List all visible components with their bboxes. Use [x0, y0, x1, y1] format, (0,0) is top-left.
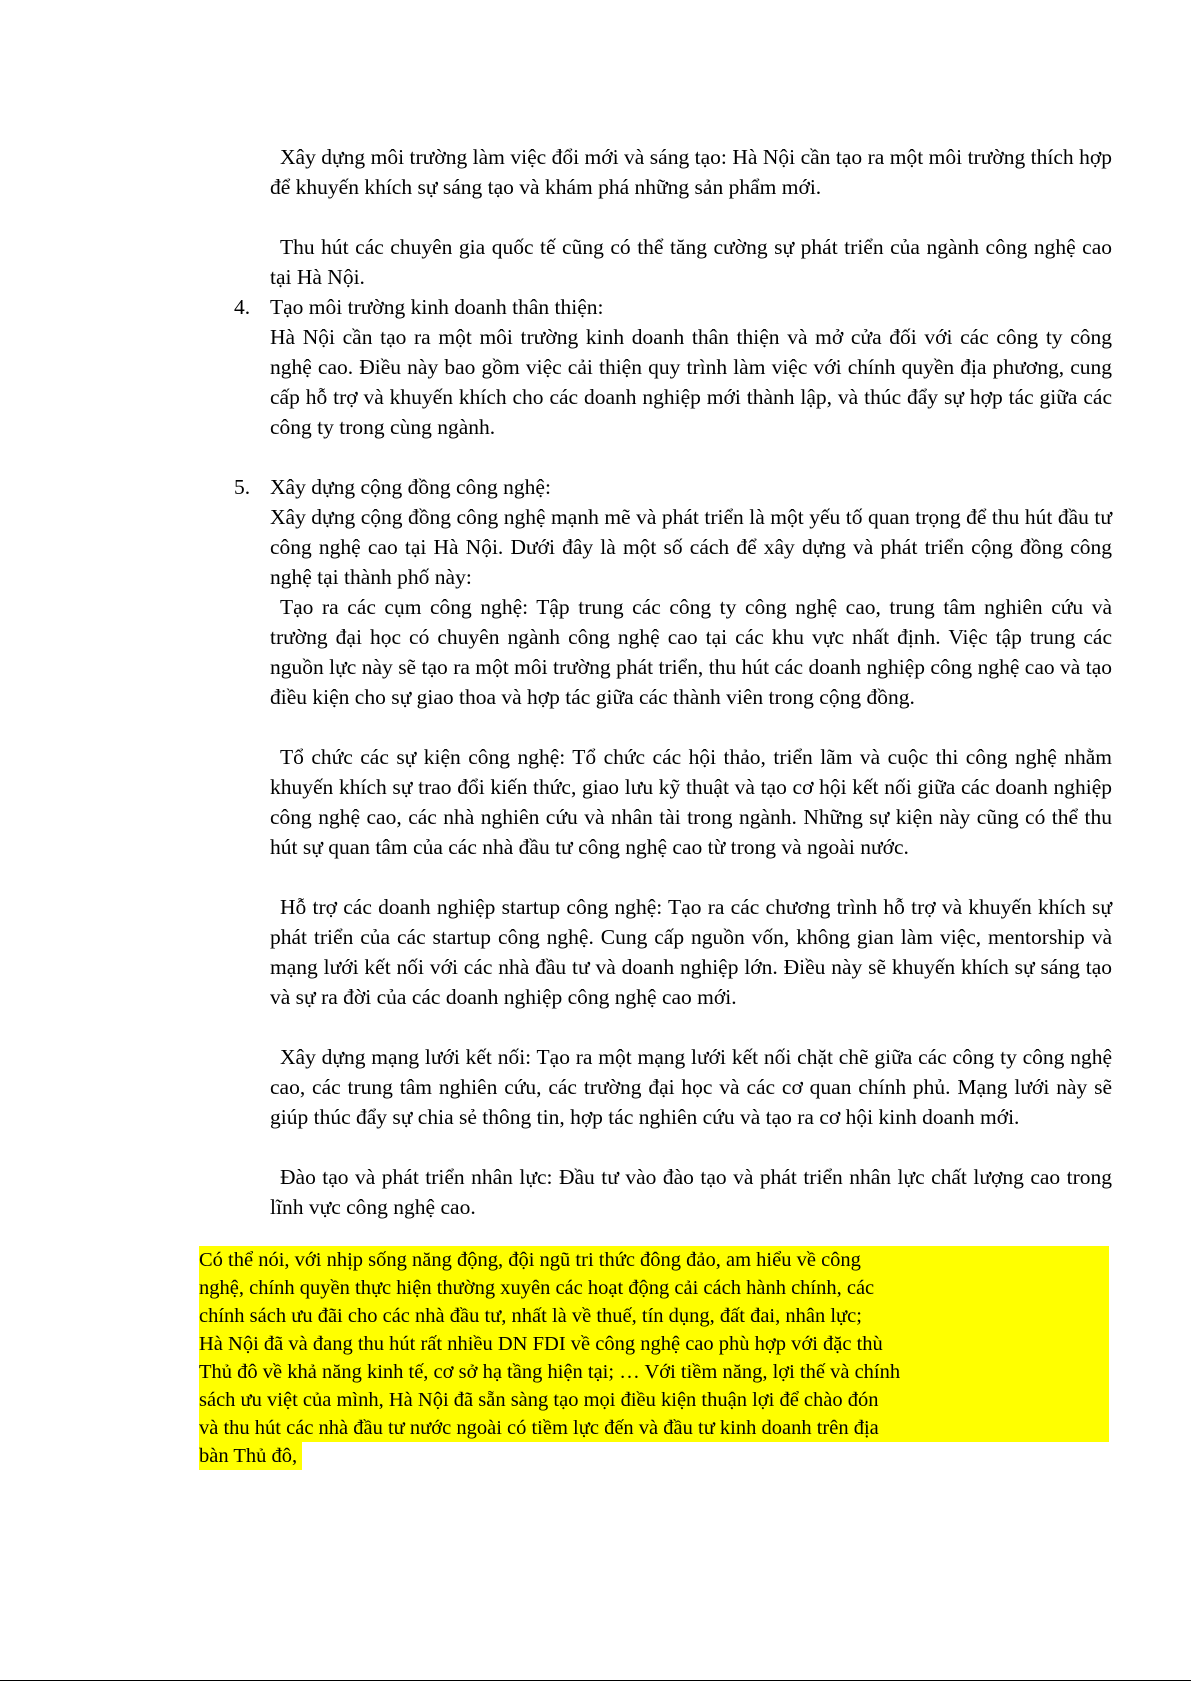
bullet-paragraph: Tạo ra các cụm công nghệ: Tập trung các công ty công nghệ cao, trung tâm nghiên cứu và trường đại học có chuyên ngành công nghệ cao tại các khu vực nhất định. Việc tập trung các nguồn lực này sẽ tạo ra một môi trường phát triển, thu hút các doanh nghiệp công nghệ cao và tạo điều kiện cho sự giao thoa và hợp tác giữa các thành viên trong cộng đồng.: [270, 595, 1112, 709]
highlight-line: sách ưu việt của mình, Hà Nội đã sẵn sàng tạo mọi điều kiện thuận lợi để chào đón: [199, 1389, 879, 1411]
highlight-line: chính sách ưu đãi cho các nhà đầu tư, nhất là về thuế, tín dụng, đất đai, nhân lực;: [199, 1305, 862, 1327]
highlight-line: Hà Nội đã và đang thu hút rất nhiều DN FDI về công nghệ cao phù hợp với đặc thù: [199, 1333, 883, 1355]
section-paragraph: Hà Nội cần tạo ra một môi trường kinh doanh thân thiện và mở cửa đối với các công ty công nghệ cao. Điều này bao gồm việc cải thiện quy trình làm việc với chính quyền địa phương, cung cấp hỗ trợ và khuyến khích cho các doanh nghiệp mới thành lập, và thúc đẩy sự hợp tác giữa các công ty trong cùng ngành.: [270, 325, 1112, 439]
highlight-line: nghệ, chính quyền thực hiện thường xuyên các hoạt động cải cách hành chính, các: [199, 1277, 875, 1299]
highlighted-paragraph: [199, 1246, 1109, 1442]
page-bottom-rule: [0, 1680, 1191, 1681]
highlight-last-line: bàn Thủ đô,: [199, 1442, 302, 1470]
highlight-line: Có thể nói, với nhịp sống năng động, đội ngũ tri thức đông đảo, am hiểu về công: [199, 1249, 861, 1271]
list-number: 5.: [234, 475, 251, 499]
highlight-line: và thu hút các nhà đầu tư nước ngoài có tiềm lực đến và đầu tư kinh doanh trên địa: [199, 1417, 879, 1439]
bullet-paragraph: Hỗ trợ các doanh nghiệp startup công nghệ: Tạo ra các chương trình hỗ trợ và khuyến khích sự phát triển của các startup công nghệ. Cung cấp nguồn vốn, không gian làm việc, mentorship và mạng lưới kết nối với các nhà đầu tư và doanh nghiệp lớn. Điều này sẽ khuyến khích sự sáng tạo và sự ra đời của các doanh nghiệp công nghệ cao mới.: [270, 895, 1112, 1009]
list-number: 4.: [234, 295, 251, 319]
bullet-paragraph: Đào tạo và phát triển nhân lực: Đầu tư vào đào tạo và phát triển nhân lực chất lượng cao trong lĩnh vực công nghệ cao.: [270, 1165, 1112, 1219]
section-paragraph: Xây dựng cộng đồng công nghệ mạnh mẽ và phát triển là một yếu tố quan trọng để thu hút đầu tư công nghệ cao tại Hà Nội. Dưới đây là một số cách để xây dựng và phát triển cộng đồng công nghệ tại thành phố này:: [270, 505, 1112, 589]
bullet-paragraph: Thu hút các chuyên gia quốc tế cũng có thể tăng cường sự phát triển của ngành công nghệ cao tại Hà Nội.: [270, 235, 1112, 289]
bullet-paragraph: Xây dựng mạng lưới kết nối: Tạo ra một mạng lưới kết nối chặt chẽ giữa các công ty công nghệ cao, các trung tâm nghiên cứu, các trường đại học và các cơ quan chính phủ. Mạng lưới này sẽ giúp thúc đẩy sự chia sẻ thông tin, hợp tác nghiên cứu và tạo ra cơ hội kinh doanh mới.: [270, 1045, 1112, 1129]
bullet-paragraph: Xây dựng môi trường làm việc đổi mới và sáng tạo: Hà Nội cần tạo ra một môi trường thích hợp để khuyến khích sự sáng tạo và khám phá những sản phẩm mới.: [270, 145, 1112, 199]
section-heading: Xây dựng cộng đồng công nghệ:: [270, 475, 551, 499]
highlight-line: Thủ đô về khả năng kinh tế, cơ sở hạ tầng hiện tại; … Với tiềm năng, lợi thế và chính: [199, 1361, 901, 1383]
section-heading: Tạo môi trường kinh doanh thân thiện:: [270, 295, 604, 319]
bullet-paragraph: Tổ chức các sự kiện công nghệ: Tổ chức các hội thảo, triển lãm và cuộc thi công nghệ nhằm khuyến khích sự trao đổi kiến thức, giao lưu kỹ thuật và tạo cơ hội kết nối giữa các doanh nghiệp công nghệ cao, các nhà nghiên cứu và nhân tài trong ngành. Những sự kiện này cũng có thể thu hút sự quan tâm của các nhà đầu tư công nghệ cao từ trong và ngoài nước.: [270, 745, 1112, 859]
